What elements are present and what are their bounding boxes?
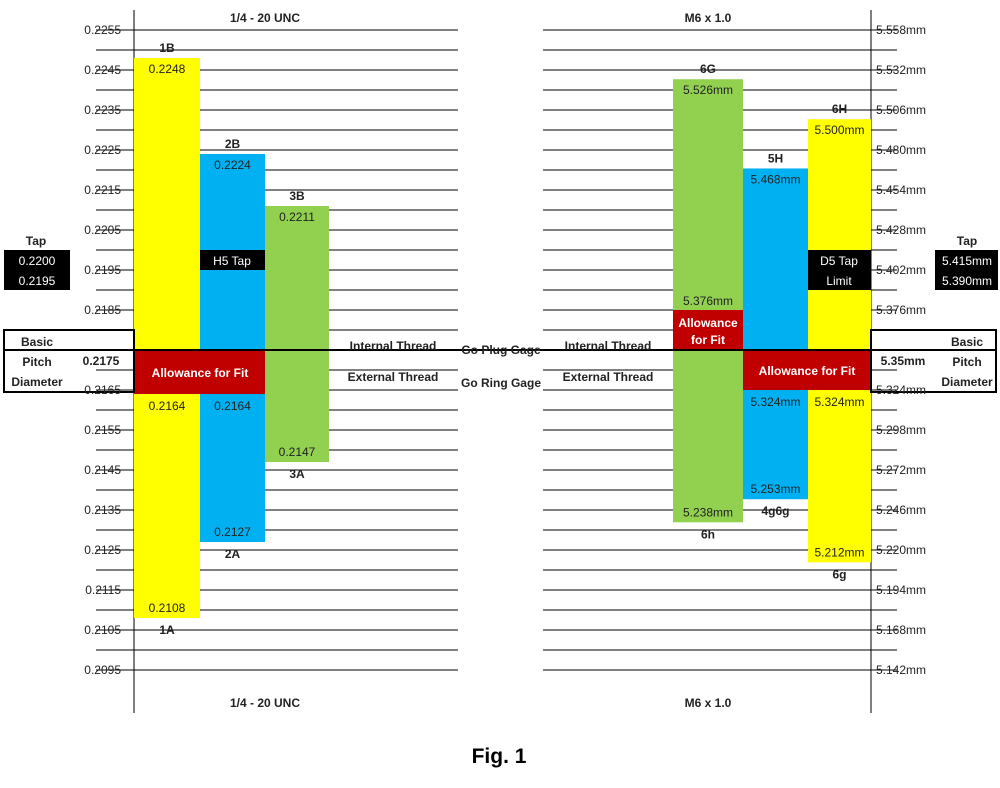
bar-max-label-2B: 0.2224: [214, 158, 251, 172]
basic-pitch-label-right-2: Pitch: [952, 355, 982, 369]
y-tick-label-left: 0.2255: [84, 23, 121, 37]
class-label-1A: 1A: [159, 623, 175, 637]
internal-thread-label-left: Internal Thread: [349, 339, 437, 353]
bar-max-label-1B: 0.2248: [148, 62, 186, 76]
chart-bottom-title-left: 1/4 - 20 UNC: [229, 696, 301, 710]
chart-title-right: M6 x 1.0: [684, 11, 732, 25]
y-tick-label-right: 5.168mm: [876, 623, 927, 637]
class-label-6h: 6h: [700, 527, 716, 542]
y-tick-label-left: 0.2135: [84, 503, 121, 517]
bar-external-1A: [134, 394, 200, 618]
bar-external-6g: [808, 390, 871, 562]
tap-bar-label-right-line2: Limit: [826, 274, 852, 288]
tap-lower-left: 0.2195: [18, 274, 56, 288]
tap-title-right: Tap: [956, 234, 978, 248]
y-tick-label-right: 5.220mm: [876, 543, 927, 557]
bar-max-label-6g: 5.324mm: [814, 395, 865, 409]
chart-bottom-title-right: M6 x 1.0: [684, 696, 732, 710]
class-label-2B: 2B: [224, 137, 241, 151]
internal-thread-label-right: Internal Thread: [564, 339, 652, 353]
y-tick-label-left: 0.2235: [84, 103, 121, 117]
bar-internal-6G: [673, 79, 743, 310]
y-tick-label-left: 0.2115: [85, 583, 121, 597]
class-label-6g: 6g: [832, 567, 847, 582]
y-tick-label-left: 0.2215: [84, 183, 121, 197]
y-tick-label-left: 0.2195: [84, 263, 121, 277]
class-label-3A: 3A: [289, 467, 305, 481]
y-tick-label-left: 0.2125: [84, 543, 121, 557]
y-tick-label-left: 0.2185: [84, 303, 121, 317]
class-label-2A: 2A: [224, 547, 241, 561]
y-tick-label-right: 5.194mm: [876, 583, 927, 597]
allowance-label-right-internal-line2: for Fit: [691, 333, 725, 347]
bars-layer: [4, 58, 998, 618]
tap-upper-left: 0.2200: [18, 254, 56, 268]
y-tick-label-left: 0.2145: [84, 463, 121, 477]
go-ring-gage-label: Go Ring Gage: [460, 376, 542, 390]
y-tick-label-right: 5.376mm: [876, 303, 927, 317]
basic-pitch-label-left-2: Pitch: [22, 355, 52, 369]
class-label-6G: 6G: [699, 62, 717, 77]
tap-bar-label-right-line1: D5 Tap: [820, 254, 858, 268]
bar-max-label-6G: 5.526mm: [682, 83, 734, 98]
y-tick-label-right: 5.480mm: [876, 143, 927, 157]
bar-internal-3B: [265, 206, 329, 350]
bar-min-label-6h: 5.238mm: [682, 505, 734, 520]
y-tick-label-left: 0.2205: [84, 223, 121, 237]
external-thread-label-right: External Thread: [562, 370, 654, 384]
bar-max-label-4g6g: 5.324mm: [750, 395, 801, 409]
y-tick-label-right: 5.428mm: [876, 223, 927, 237]
basic-pitch-value-left: 0.2175: [82, 354, 120, 368]
allowance-label-right-internal-line1: Allowance: [678, 316, 738, 330]
tap-upper-right: 5.415mm: [941, 254, 993, 268]
tap-title-left: Tap: [25, 234, 47, 248]
class-label-3B: 3B: [289, 189, 305, 203]
bar-external-6h: [673, 350, 743, 522]
y-tick-label-right: 5.272mm: [876, 463, 927, 477]
bar-max-label-3B: 0.2211: [279, 210, 315, 224]
y-tick-label-right: 5.454mm: [876, 183, 927, 197]
basic-pitch-label-left-1: Basic: [20, 335, 54, 349]
bar-internal-6H: [808, 119, 871, 350]
y-tick-label-left: 0.2165: [84, 383, 121, 397]
figure-caption: Fig. 1: [471, 745, 527, 768]
y-tick-label-right: 5.246mm: [876, 503, 927, 517]
basic-pitch-label-right-1: Basic: [950, 335, 984, 349]
allowance-label-right-external: Allowance for Fit: [758, 364, 856, 378]
bar-external-2A: [200, 394, 265, 542]
basic-pitch-label-left-3: Diameter: [11, 375, 63, 389]
y-tick-label-right: 5.298mm: [876, 423, 927, 437]
bar-min-label-6g: 5.212mm: [814, 545, 865, 560]
y-tick-label-left: 0.2095: [84, 663, 121, 677]
y-tick-label-right: 5.532mm: [876, 63, 927, 77]
y-tick-label-right: 5.402mm: [876, 263, 927, 277]
basic-pitch-label-right-3: Diameter: [941, 375, 993, 389]
y-tick-label-right: 5.142mm: [876, 663, 927, 677]
y-tick-label-left: 0.2225: [84, 143, 121, 157]
y-tick-label-left: 0.2245: [84, 63, 121, 77]
y-tick-label-left: 0.2105: [84, 623, 121, 637]
class-label-1B: 1B: [159, 41, 175, 55]
y-tick-label-right: 5.324mm: [876, 383, 927, 397]
external-thread-label-left: External Thread: [347, 370, 439, 384]
class-label-4g6g: 4g6g: [761, 504, 790, 519]
go-plug-gage-label: Go Plug Gage: [461, 343, 541, 357]
bar-min-label-4g6g: 5.253mm: [750, 482, 801, 497]
tap-lower-right: 5.390mm: [941, 274, 993, 288]
y-tick-label-left: 0.2155: [84, 423, 121, 437]
bar-min-label-6G: 5.376mm: [682, 294, 734, 308]
bar-min-label-3A: 0.2147: [278, 445, 316, 459]
allowance-label-left: Allowance for Fit: [151, 366, 249, 380]
y-tick-label-right: 5.558mm: [876, 23, 927, 37]
bar-max-label-2A: 0.2164: [214, 399, 251, 413]
class-label-5H: 5H: [767, 151, 784, 166]
bar-internal-5H: [743, 168, 808, 350]
bar-internal-1B: [134, 58, 200, 350]
tap-bar-label-left: H5 Tap: [213, 254, 251, 268]
class-label-6H: 6H: [831, 102, 848, 117]
basic-pitch-value-right: 5.35mm: [880, 354, 926, 368]
bar-min-label-2A: 0.2127: [214, 525, 251, 539]
y-tick-label-right: 5.506mm: [876, 103, 927, 117]
bar-min-label-1A: 0.2108: [148, 601, 186, 615]
bar-max-label-6H: 5.500mm: [814, 123, 865, 138]
bar-max-label-1A: 0.2164: [148, 399, 186, 413]
chart-title-left: 1/4 - 20 UNC: [229, 11, 301, 25]
bar-max-label-5H: 5.468mm: [750, 172, 801, 187]
